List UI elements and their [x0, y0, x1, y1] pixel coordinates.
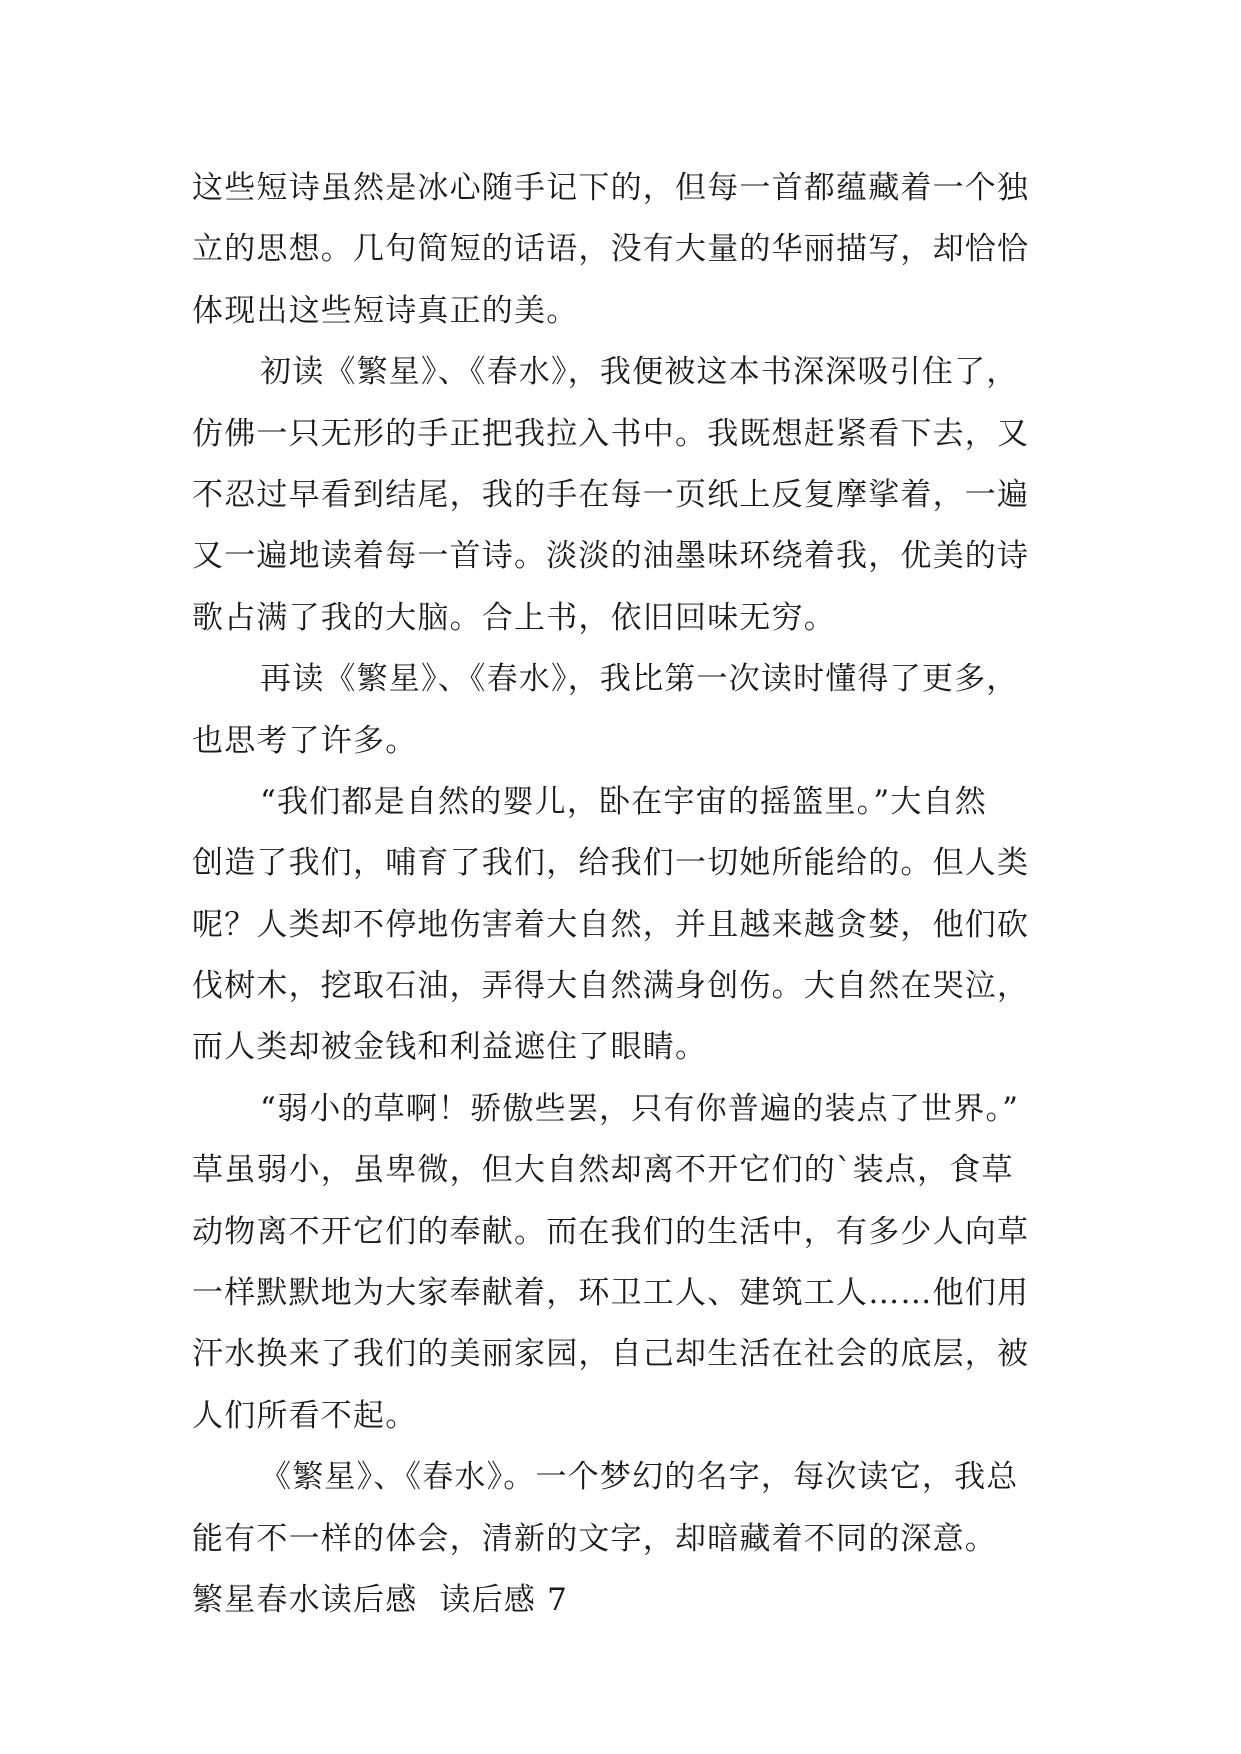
text-line: 也思考了许多。 — [192, 722, 418, 759]
text-line: 动物离不开它们的奉献。而在我们的生活中，有多少人向草 — [192, 1213, 1030, 1250]
text-line: 这些短诗虽然是冰心随手记下的，但每一首都蕴藏着一个独 — [192, 170, 1030, 206]
text-line: 创造了我们，哺育了我们，给我们一切她所能给的。但人类 — [192, 845, 1030, 882]
text-line: 《繁星》、《春水》。一个梦幻的名字，每次读它，我总 — [260, 1459, 1019, 1496]
paragraph-5 — [192, 1079, 1052, 1447]
text-line: 伐树木，挖取石油，弄得大自然满身创伤。大自然在哭泣， — [192, 968, 1030, 1005]
text-line: 一样默默地为大家奉献着，环卫工人、建筑工人……他们用 — [192, 1275, 1030, 1312]
section-title: 繁星春水读后感 读后感 7 — [192, 1581, 569, 1618]
text-line: 立的思想。几句简短的话语，没有大量的华丽描写，却恰恰 — [192, 231, 1030, 268]
text-line: 歌占满了我的大脑。合上书，依旧回味无穷。 — [192, 599, 836, 636]
text-line: 呢？人类却不停地伤害着大自然，并且越来越贪婪，他们砍 — [192, 906, 1030, 943]
text-line: 体现出这些短诗真正的美。 — [192, 292, 579, 329]
text-line: 能有不一样的体会，清新的文字，却暗藏着不同的深意。 — [192, 1520, 997, 1557]
text-line: 而人类却被金钱和利益遮住了眼睛。 — [192, 1029, 708, 1066]
text-line: 汗水换来了我们的美丽家园，自己却生活在社会的底层，被 — [192, 1336, 1030, 1373]
paragraph-4 — [192, 772, 1052, 1079]
text-line: 再读《繁星》、《春水》，我比第一次读时懂得了更多， — [260, 661, 1019, 698]
text-line: 人们所看不起。 — [192, 1397, 418, 1434]
text-line: “我们都是自然的婴儿，卧在宇宙的摇篮里。”大自然 — [260, 783, 987, 820]
text-line: 不忍过早看到结尾，我的手在每一页纸上反复摩挲着，一遍 — [192, 476, 1030, 513]
text-line: 草虽弱小，虽卑微，但大自然却离不开它们的`装点，食草 — [192, 1152, 1014, 1189]
paragraph-6 — [192, 1447, 1052, 1570]
text-line: “弱小的草啊！骄傲些罢，只有你普遍的装点了世界。” — [260, 1090, 1020, 1127]
paragraph-3 — [192, 649, 1052, 772]
paragraph-2 — [192, 342, 1052, 649]
paragraph-1 — [192, 158, 1052, 342]
text-line: 仿佛一只无形的手正把我拉入书中。我既想赶紧看下去，又 — [192, 415, 1030, 452]
text-line: 又一遍地读着每一首诗。淡淡的油墨味环绕着我，优美的诗 — [192, 538, 1030, 575]
document-body — [192, 158, 1052, 1631]
text-line: 初读《繁星》、《春水》，我便被这本书深深吸引住了， — [260, 354, 1019, 391]
